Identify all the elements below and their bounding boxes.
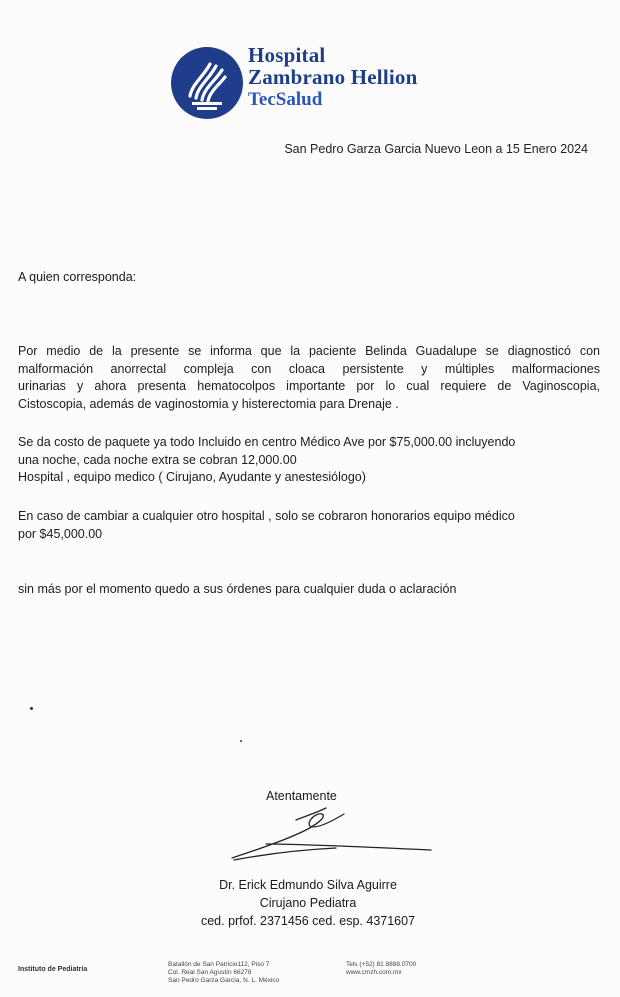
paragraph-line: Cistoscopia, además de vaginostomia y histerectomia para Drenaje .	[18, 396, 399, 411]
scan-speck	[240, 740, 242, 742]
handwritten-signature	[226, 800, 436, 870]
signer-name: Dr. Erick Edmundo Silva Aguirre	[219, 878, 397, 892]
hospital-name	[248, 44, 417, 111]
footer-contact	[346, 961, 416, 977]
diagnosis-paragraph	[18, 343, 600, 413]
paragraph-line: En caso de cambiar a cualquier otro hospital , solo se cobraron honorarios equipo médico	[18, 509, 515, 523]
scan-speck	[30, 707, 33, 710]
greeting: A quien corresponda:	[18, 270, 137, 284]
paragraph-line: una noche, cada noche extra se cobran 12,000.00	[18, 452, 297, 467]
hospital-brand-line: TecSalud	[248, 89, 323, 110]
footer-address	[168, 961, 279, 985]
hospital-flame-logo-icon	[170, 46, 244, 120]
hospital-name-line1: Hospital	[248, 43, 326, 67]
footer-address-line: San Pedro Garza García, N. L. México	[168, 977, 280, 984]
paragraph-line: urinarias y ahora presenta hematocolpos importante por lo cual requiere de Vaginoscopia,	[18, 379, 600, 393]
paragraph-line: Se da costo de paquete ya todo Incluido en centro Médico Ave por $75,000.00 incluyendo	[18, 435, 516, 449]
closing-salutation: Atentamente	[266, 789, 337, 803]
footer-address-line: Batallón de San Patricio112, Piso 7	[168, 961, 270, 968]
signer-credentials: ced. prfof. 2371456 ced. esp. 4371607	[200, 914, 416, 928]
place-and-date: San Pedro Garza Garcia Nuevo Leon a 15 Enero 2024	[284, 142, 588, 156]
footer-institute: Instituto de Pediatría	[18, 966, 88, 973]
signer-block	[168, 876, 448, 930]
paragraph-line: Por medio de la presente se informa que la paciente Belinda Guadalupe se diagnosticó con	[18, 344, 600, 358]
cost-paragraph	[18, 434, 600, 487]
closing-paragraph: sin más por el momento quedo a sus órdenes para cualquier duda o aclaración	[18, 582, 457, 596]
hospital-name-line2: Zambrano Hellion	[248, 65, 418, 89]
footer-phone: Tels (+52) 81 8888.0700	[346, 961, 417, 968]
paragraph-line: por $45,000.00	[18, 526, 103, 541]
footer-website: www.cmzh.com.mx	[346, 969, 402, 976]
alternate-hospital-paragraph	[18, 508, 600, 543]
paragraph-line: malformación anorrectal compleja con cloaca persistente y múltiples malformaciones	[18, 361, 600, 376]
footer-address-line: Col. Real San Agustín 66278	[168, 969, 252, 976]
signer-title: Cirujano Pediatra	[259, 896, 357, 910]
paragraph-line: Hospital , equipo medico ( Cirujano, Ayudante y anestesiólogo)	[18, 470, 366, 484]
